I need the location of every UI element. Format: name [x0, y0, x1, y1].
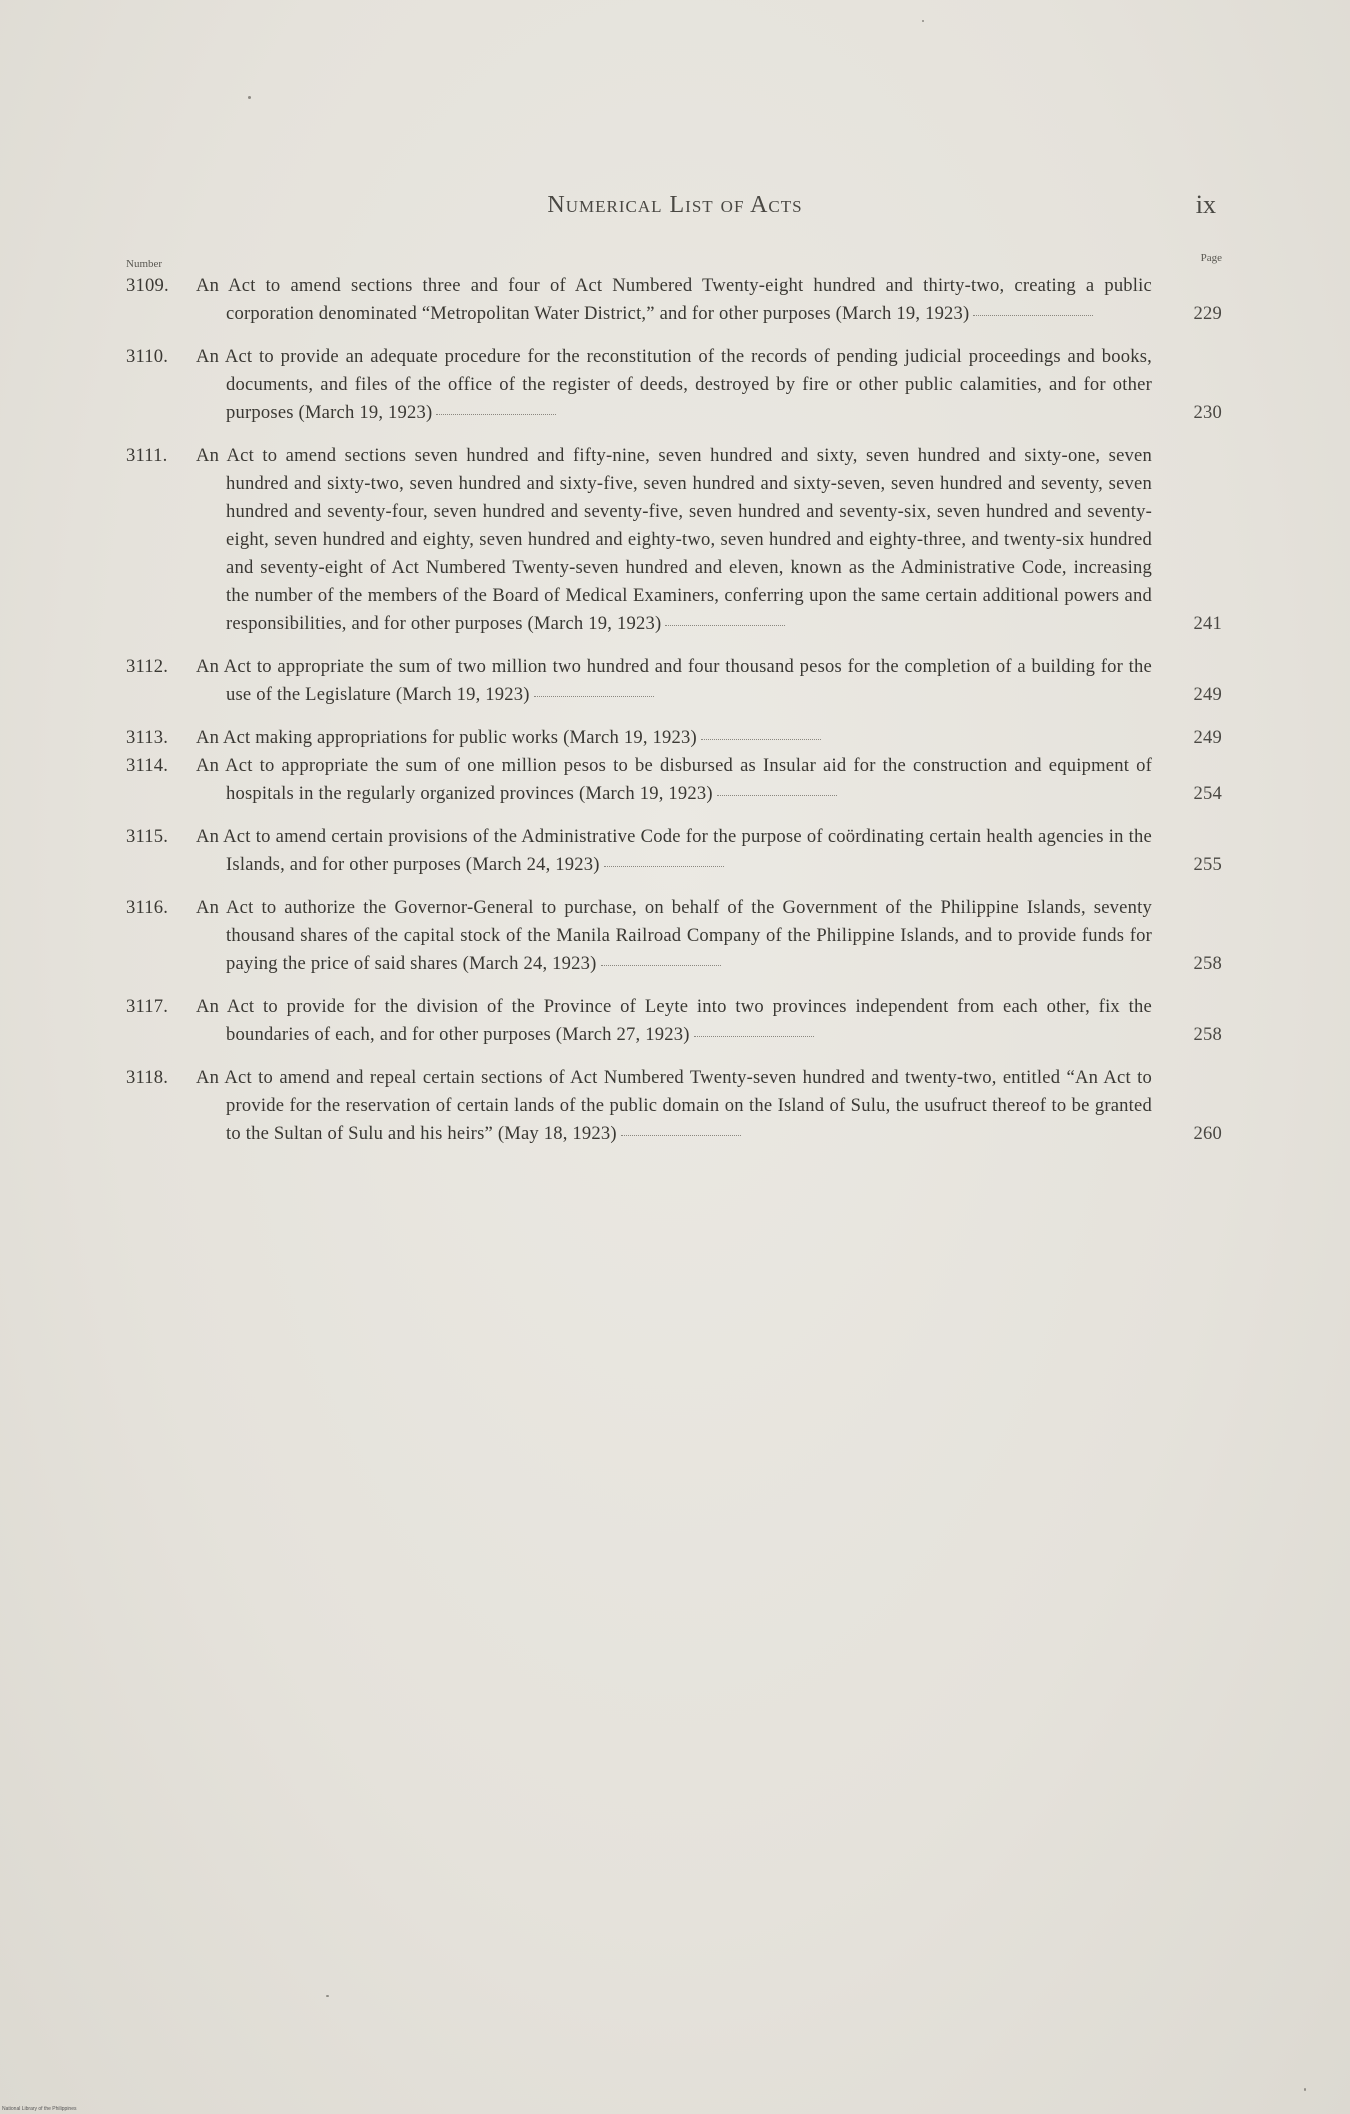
act-description: An Act making appropriations for public works (March 19, 1923): [196, 727, 697, 748]
act-number: 3110.: [126, 346, 169, 367]
paper-speck: [1304, 2088, 1306, 2091]
paper-speck: [326, 1995, 329, 1997]
act-number: 3114.: [126, 755, 169, 776]
act-page-number: 258: [1193, 953, 1222, 974]
act-number: 3109.: [126, 275, 169, 296]
dot-leader: [604, 865, 724, 867]
act-page-number: 241: [1193, 613, 1222, 634]
act-entry: [126, 894, 1222, 978]
act-entry: [126, 724, 1222, 752]
acts-list: [126, 272, 1222, 1163]
act-number: 3115.: [126, 826, 169, 847]
act-description: An Act to authorize the Governor-General to purchase, on behalf of the Government of the Philippine Islands, seventy thousand shares of the capital stock of the Manila Railroad Company of the Philippine Islands, and to provide funds for paying the price of said shares (March 24, 1923): [196, 897, 1152, 974]
paper-speck: [248, 96, 251, 99]
act-description: An Act to amend sections seven hundred and fifty-nine, seven hundred and sixty, seven hundred and sixty-one, seven hundred and sixty-two, seven hundred and sixty-five, seven hundred and sixty-seven, seven hundred and seventy, seven hundred and seventy-four, seven hundred and seventy-five, seven hundred and seventy-six, seven hundred and seventy-eight, seven hundred and eighty, seven hundred and eighty-two, seven hundred and eighty-three, and twenty-six hundred and seventy-eight of Act Numbered Twenty-seven hundred and eleven, known as the Administrative Code, increasing the number of the members of the Board of Medical Examiners, conferring upon the same certain additional powers and responsibilities, and for other purposes (March 19, 1923): [196, 445, 1152, 634]
act-number: 3117.: [126, 996, 169, 1017]
act-page-number: 258: [1193, 1024, 1222, 1045]
act-description: An Act to provide for the division of the Province of Leyte into two provinces independent from each other, fix the boundaries of each, and for other purposes (March 27, 1923): [196, 996, 1152, 1045]
dot-leader: [973, 314, 1093, 316]
page-header: [0, 192, 1350, 232]
dot-leader: [601, 964, 721, 966]
scan-footer-note: National Library of the Philippines: [2, 2106, 77, 2112]
dot-leader: [694, 1035, 814, 1037]
act-description: An Act to amend certain provisions of the Administrative Code for the purpose of coördinating certain health agencies in the Islands, and for other purposes (March 24, 1923): [196, 826, 1152, 875]
dot-leader: [701, 738, 821, 740]
act-entry: [126, 653, 1222, 709]
act-number: 3118.: [126, 1067, 169, 1088]
page-folio: ix: [1195, 190, 1216, 219]
number-column-label: Number: [126, 258, 163, 270]
act-number: 3111.: [126, 445, 168, 466]
act-page-number: 254: [1193, 783, 1222, 804]
act-description: An Act to amend sections three and four of Act Numbered Twenty-eight hundred and thirty-two, creating a public corporation denominated “Metropolitan Water District,” and for other purposes (March 19, 1923): [196, 275, 1152, 324]
page-column-label: Page: [1200, 252, 1222, 264]
act-number: 3112.: [126, 656, 169, 677]
dot-leader: [436, 413, 556, 415]
act-description: An Act to amend and repeal certain sections of Act Numbered Twenty-seven hundred and twenty-two, entitled “An Act to provide for the reservation of certain lands of the public domain on the Island of Sulu, the usufruct thereof to be granted to the Sultan of Sulu and his heirs” (May 18, 1923): [196, 1067, 1152, 1144]
act-page-number: 260: [1193, 1123, 1222, 1144]
act-entry: [126, 442, 1222, 638]
page-title: Numerical List of Acts: [547, 192, 803, 218]
act-entry: [126, 343, 1222, 427]
act-description: An Act to appropriate the sum of one million pesos to be disbursed as Insular aid for the construction and equipment of hospitals in the regularly organized provinces (March 19, 1923): [196, 755, 1152, 804]
act-entry: [126, 993, 1222, 1049]
paper-speck: [922, 20, 924, 22]
act-page-number: 229: [1193, 303, 1222, 324]
dot-leader: [534, 695, 654, 697]
act-page-number: 230: [1193, 402, 1222, 423]
dot-leader: [621, 1134, 741, 1136]
act-description: An Act to provide an adequate procedure for the reconstitution of the records of pending judicial proceedings and books, documents, and files of the office of the register of deeds, destroyed by fire or other public calamities, and for other purposes (March 19, 1923): [196, 346, 1152, 423]
act-page-number: 249: [1193, 684, 1222, 705]
act-entry: [126, 752, 1222, 808]
act-entry: [126, 823, 1222, 879]
dot-leader: [665, 624, 785, 626]
act-description: An Act to appropriate the sum of two million two hundred and four thousand pesos for the completion of a building for the use of the Legislature (March 19, 1923): [196, 656, 1152, 705]
act-entry: [126, 1064, 1222, 1148]
act-entry: [126, 272, 1222, 328]
act-number: 3116.: [126, 897, 169, 918]
act-page-number: 249: [1193, 727, 1222, 748]
dot-leader: [717, 794, 837, 796]
act-page-number: 255: [1193, 854, 1222, 875]
act-number: 3113.: [126, 727, 169, 748]
